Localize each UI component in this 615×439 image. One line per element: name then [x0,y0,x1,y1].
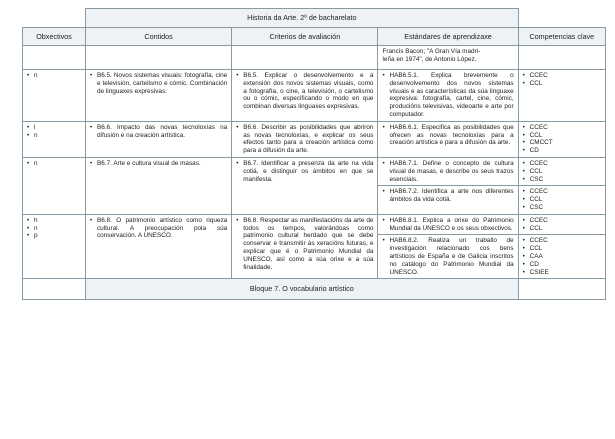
criterio-text: • B6.7. Identificar a presenza da arte na vida cotiá, e distinguir os ámbitos en que se manifesta. [243,160,373,183]
criterio-cell [232,157,378,214]
competencia-item: • CCL [530,132,601,140]
competencias-cell [518,121,605,157]
criterio-cell [232,214,378,279]
table-row [23,121,606,157]
obxectivos-cell [23,121,86,157]
competencia-list [523,72,601,88]
criterio-text: • B6.8. Respectar as manifestacións da arte de todos os tempos, valorándoas como patrimonio cultural herdado que se debe conservar e transmitir ás xeracións futuras, e explicar que é o Patrimonio Mundial da UNESCO, así como a súa orixe e a súa finalidade. [243,217,373,272]
competencia-item: • CD [530,147,601,155]
header-competencias: Competencias clave [518,28,605,46]
header-contidos: Contidos [85,28,231,46]
competencia-item: • CCL [530,245,601,253]
competencia-item: • CSC [530,204,601,212]
obxectivo-item: • p [34,232,81,240]
curriculum-table [22,8,606,300]
estandar-list [382,72,513,119]
competencia-item: • CCL [530,196,601,204]
estandar-list [382,124,513,147]
obxectivos-cell [23,70,86,122]
estandar-text: • HAB6.8.1. Explica a orixe do Patrimonio Mundial da UNESCO e os seus obxectivos. [389,217,513,233]
competencia-item: • CCEC [530,237,601,245]
header-estandares: Estándares de aprendizaxe [378,28,518,46]
criterio-text: • B6.5. Explicar o desenvolvemento e a extensión dos novos sistemas visuais, como a fotografía, o cine, a televisión, o cartelismo ou o cómic, especificando o modo en que combinan diversas linguaxes expresivas. [243,72,373,111]
header-obxectivos: Obxectivos [23,28,86,46]
quote-line-2: leña en 1974", de Antonio López. [382,55,477,63]
competencia-item: • CCEC [530,160,601,168]
criterio-list [236,217,373,272]
estandar-list [382,188,513,204]
competencias-cell [518,235,605,279]
block-title: Bloque 7. O vocabulario artístico [85,279,518,300]
table-title: Historia da Arte. 2º de bacharelato [85,9,518,28]
competencia-item: • CSIEE [530,269,601,277]
continuation-text [378,46,518,70]
obxectivo-item: • n [34,72,81,80]
contido-text: • B6.7. Arte e cultura visual de masas. [97,160,227,168]
criterio-cell [232,121,378,157]
obxectivo-list [27,72,81,80]
table-row [23,70,606,122]
estandar-cell [378,121,518,157]
competencia-list [523,160,601,183]
competencia-item: • CCEC [530,124,601,132]
estandar-list [382,217,513,233]
criterio-cell [232,70,378,122]
table-row [23,157,606,185]
estandar-cell [378,157,518,185]
obxectivos-cell [23,157,86,214]
contido-list [90,72,227,95]
estandar-cell [378,70,518,122]
continuation-row [23,46,606,70]
obxectivo-list [27,124,81,140]
obxectivo-list [27,160,81,168]
contido-text: • B6.5. Novos sistemas visuais: fotografía, cine e televisión, cartelismo e cómic. Combinación de linguaxes expresivas. [97,72,227,95]
obxectivo-item: • n [34,132,81,140]
contido-list [90,124,227,140]
estandar-text: • HAB6.7.1. Define o concepto de cultura visual de masas, e describe os seus trazos esenciais. [389,160,513,183]
obxectivos-cell [23,214,86,279]
estandar-cell [378,214,518,235]
competencia-item: • CCL [530,225,601,233]
curriculum-page [22,8,606,300]
contido-cell [85,70,231,122]
estandar-cell [378,235,518,279]
competencia-item: • CAA [530,253,601,261]
footer-row [23,279,606,300]
competencias-cell [518,186,605,214]
obxectivo-item: • n [34,160,81,168]
contido-cell [85,157,231,214]
estandar-text: • HAB6.7.2. Identifica a arte nos diferentes ámbitos da vida cotiá. [389,188,513,204]
competencia-item: • CSC [530,176,601,184]
competencia-item: • CCEC [530,217,601,225]
estandar-text: • HAB6.5.1. Explica brevemente o desenvolvemento dos novos sistemas visuais e as características da súa linguaxe expresiva: fotografía, cartel, cine, cómic, producións televisivas, videoarte e arte por computador. [389,72,513,119]
estandar-list [382,237,513,276]
criterio-text: • B6.6. Describir as posibilidades que abriron as novas tecnoloxías, e explicar os seus efectos tanto para a creación artística como para a difusión da arte. [243,124,373,155]
estandar-cell [378,186,518,214]
estandar-text: • HAB6.6.1. Especifica as posibilidades que ofrecen as novas tecnoloxías para a creación artística e para a difusión da arte. [389,124,513,147]
obxectivo-list [27,217,81,240]
title-row [23,9,606,28]
contido-list [90,217,227,240]
table-row [23,214,606,235]
header-criterios: Criterios de avaliación [232,28,378,46]
competencia-item: • CCL [530,168,601,176]
contido-cell [85,121,231,157]
contido-list [90,160,227,168]
contido-cell [85,214,231,279]
obxectivo-item: • h [34,217,81,225]
competencia-list [523,188,601,211]
competencia-item: • CCL [530,80,601,88]
criterio-list [236,160,373,183]
competencia-item: • CCEC [530,188,601,196]
competencias-cell [518,157,605,185]
obxectivo-item: • l [34,124,81,132]
competencia-list [523,237,601,276]
competencia-item: • CD [530,261,601,269]
criterio-list [236,72,373,111]
competencias-cell [518,214,605,235]
estandar-list [382,160,513,183]
estandar-text: • HAB6.8.2. Realiza un traballo de investigación relacionado cos bens artísticos de España e de Galicia inscritos no catálogo do Patrimonio Mundial da UNESCO. [389,237,513,276]
competencias-cell [518,70,605,122]
competencia-list [523,124,601,155]
quote-line-1: Francis Bacon; "A Gran Vía madri- [382,48,481,55]
obxectivo-item: • n [34,225,81,233]
header-row [23,28,606,46]
contido-text: • B6.6. Impacto das novas tecnoloxías na difusión e na creación artística. [97,124,227,140]
competencia-item: • CMCCT [530,139,601,147]
contido-text: • B6.8. O patrimonio artístico como riqueza cultural. A preocupación pola súa conservación. A UNESCO. [97,217,227,240]
competencia-item: • CCEC [530,72,601,80]
competencia-list [523,217,601,233]
criterio-list [236,124,373,155]
